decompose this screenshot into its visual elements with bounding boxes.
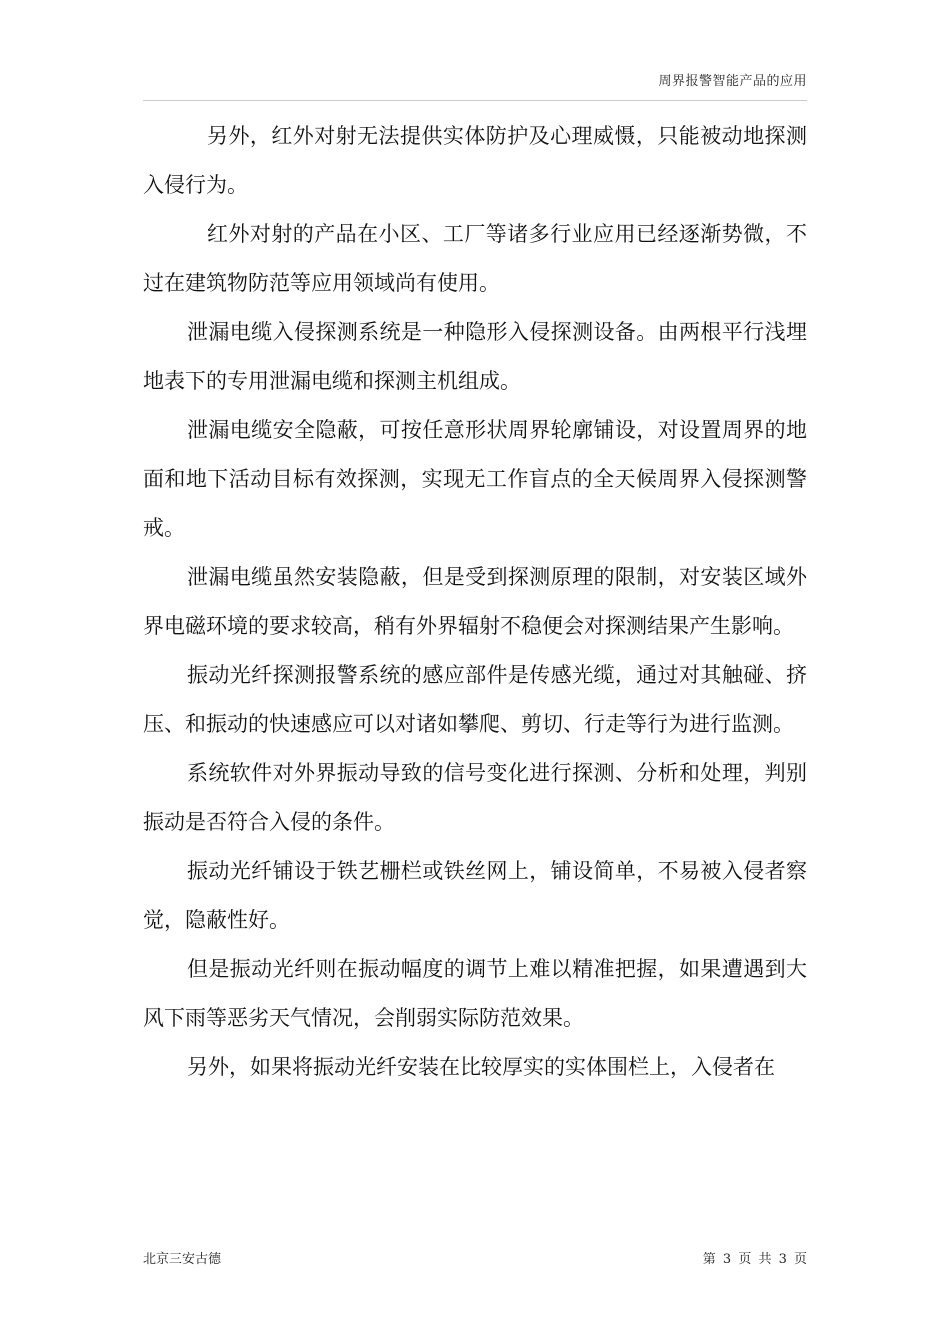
- header-divider: [143, 100, 807, 101]
- paragraph-1: 另外，红外对射无法提供实体防护及心理威慑，只能被动地探测入侵行为。: [143, 124, 807, 197]
- paragraph-7: 系统软件对外界振动导致的信号变化进行探测、分析和处理，判别振动是否符合入侵的条件。: [143, 761, 807, 834]
- document-body: [143, 112, 807, 1092]
- footer-company: 北京三安古德: [143, 1252, 222, 1267]
- page-footer: [143, 1248, 807, 1268]
- paragraph-2: 红外对射的产品在小区、工厂等诸多行业应用已经逐渐势微，不过在建筑物防范等应用领域尚有使用。: [143, 222, 807, 295]
- paragraph-8: 振动光纤铺设于铁艺栅栏或铁丝网上，铺设简单，不易被入侵者察觉，隐蔽性好。: [143, 859, 807, 932]
- paragraph-4: 泄漏电缆安全隐蔽，可按任意形状周界轮廓铺设，对设置周界的地面和地下活动目标有效探测，实现无工作盲点的全天候周界入侵探测警戒。: [143, 418, 807, 540]
- paragraph-5: 泄漏电缆虽然安装隐蔽，但是受到探测原理的限制，对安装区域外界电磁环境的要求较高，稍有外界辐射不稳便会对探测结果产生影响。: [143, 565, 807, 638]
- paragraph-3: 泄漏电缆入侵探测系统是一种隐形入侵探测设备。由两根平行浅埋地表下的专用泄漏电缆和探测主机组成。: [143, 320, 807, 393]
- paragraph-6: 振动光纤探测报警系统的感应部件是传感光缆，通过对其触碰、挤压、和振动的快速感应可以对诸如攀爬、剪切、行走等行为进行监测。: [143, 663, 807, 736]
- footer-page-number: 第 3 页 共 3 页: [702, 1252, 807, 1267]
- page-header: 周界报警智能产品的应用: [658, 74, 807, 89]
- paragraph-9: 但是振动光纤则在振动幅度的调节上难以精准把握，如果遭遇到大风下雨等恶劣天气情况，会削弱实际防范效果。: [143, 957, 807, 1030]
- paragraph-10: 另外，如果将振动光纤安装在比较厚实的实体围栏上，入侵者在: [187, 1055, 775, 1079]
